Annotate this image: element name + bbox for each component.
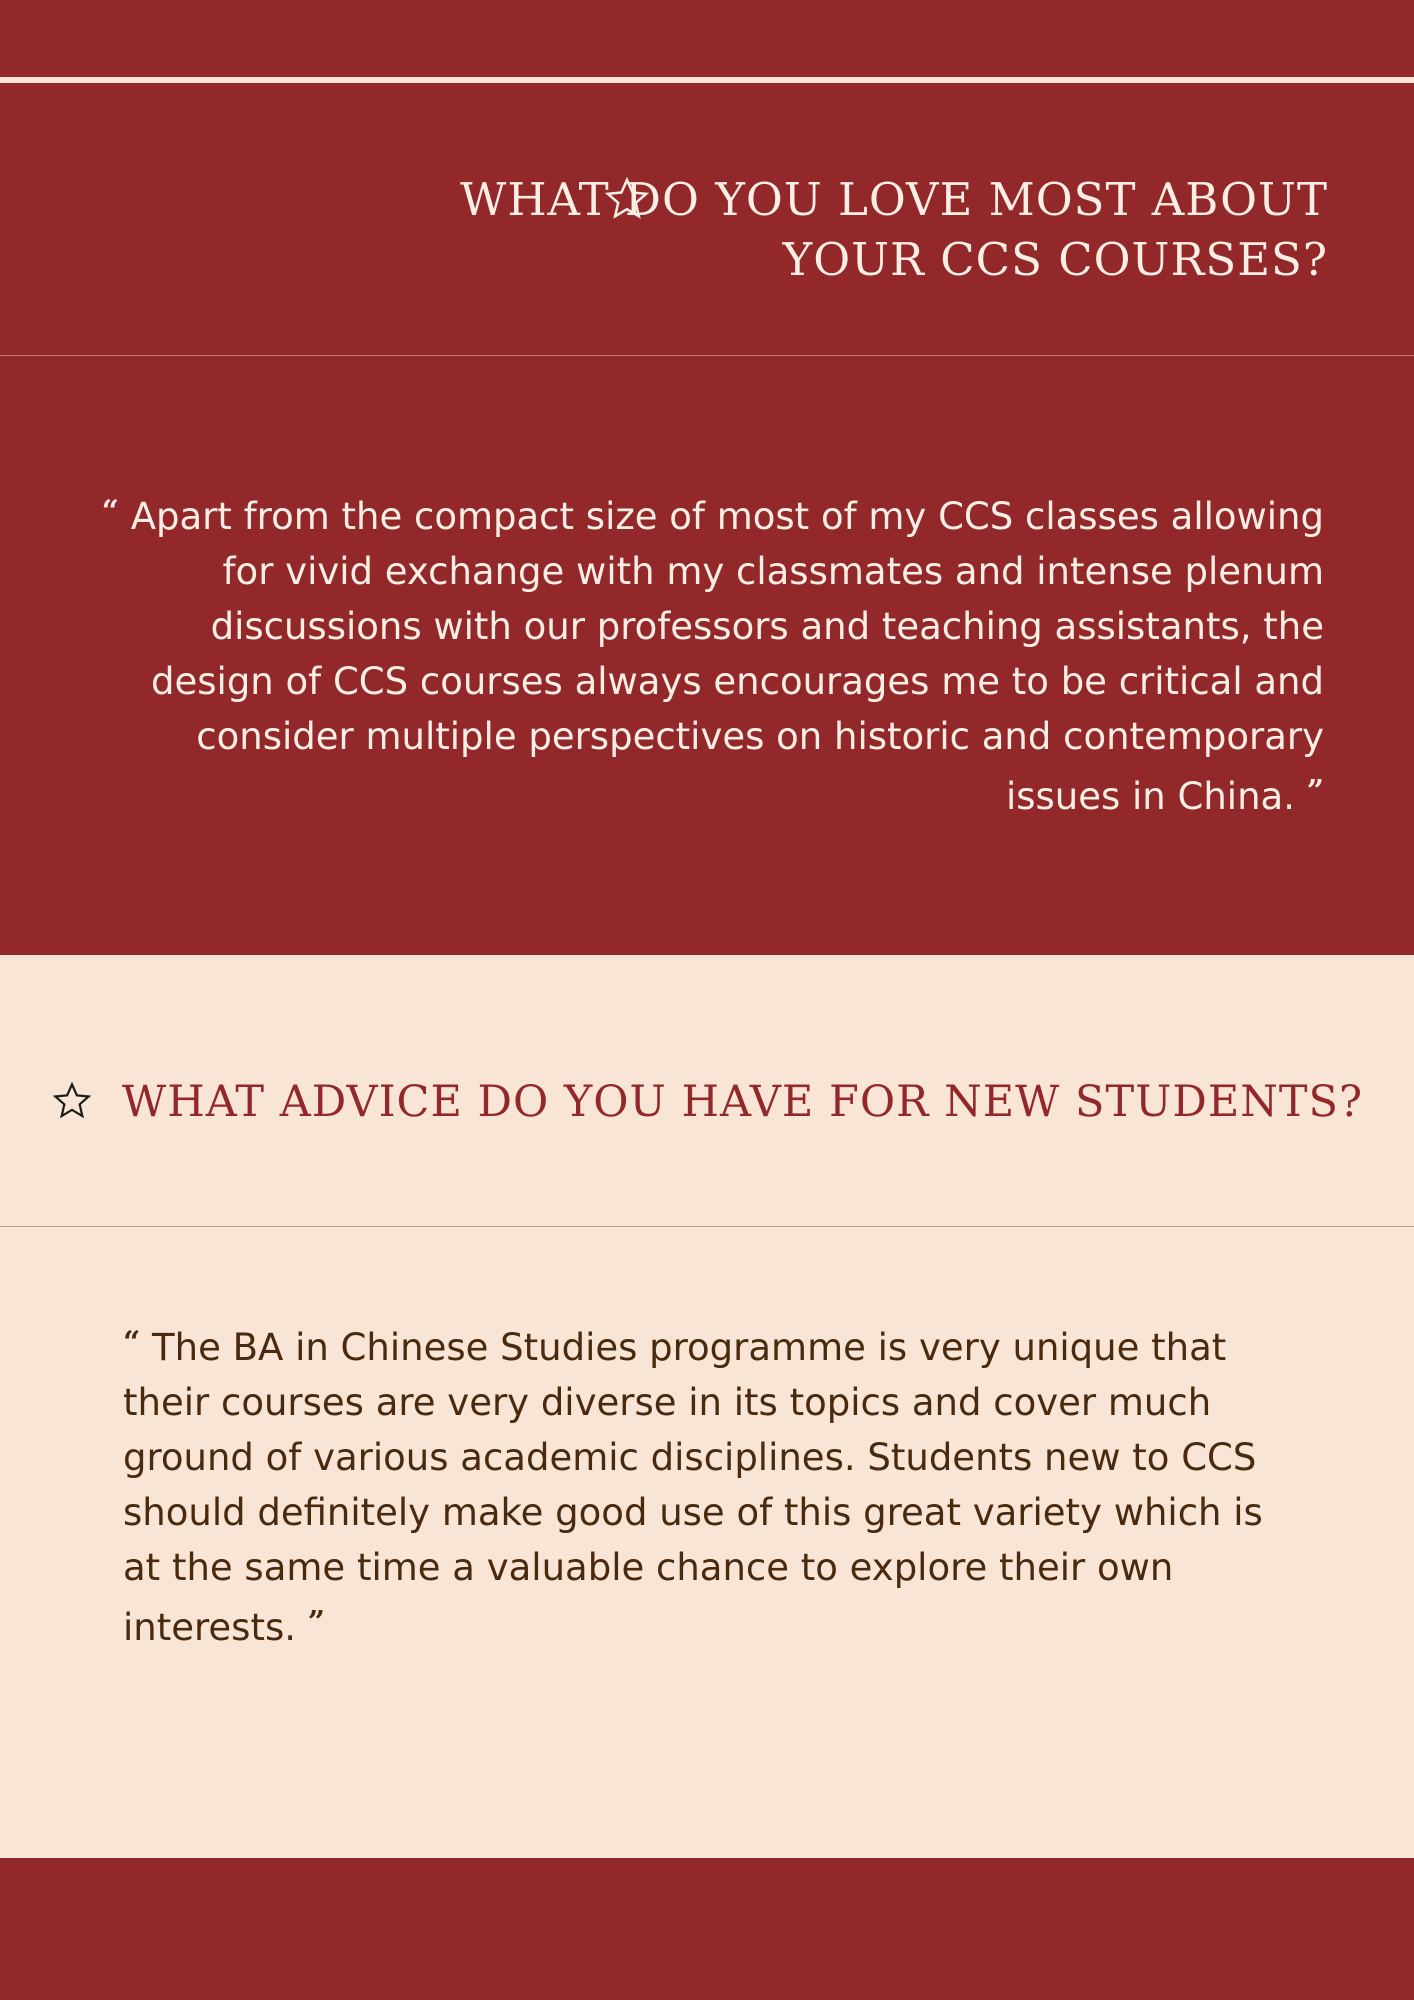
bottom-red-panel [0, 1858, 1414, 2000]
answer-quote-love-most [88, 484, 1324, 824]
open-quote-mark: “ [123, 1325, 141, 1360]
answer-quote-advice [123, 1315, 1273, 1655]
question-heading-love-most: WHAT DO YOU LOVE MOST ABOUT YOUR CCS COURSES? [460, 173, 1328, 286]
close-quote-mark: ” [307, 1605, 326, 1640]
answer-text: The BA in Chinese Studies programme is very unique that their courses are very diverse in its topics and cover much ground of various academic disciplines. Students new to CCS should definitely make good use of this great variety which is at the same time a valuable chance to explore their own interests. [123, 1326, 1263, 1649]
section1-divider [0, 355, 1414, 356]
close-quote-mark: ” [1306, 774, 1324, 809]
answer-text: Apart from the compact size of most of my CCS classes allowing for vivid exchange with my classmates and intense plenum discussions with our professors and teaching assistants, the design of CCS courses always encourages me to be critical and consider multiple perspectives on historic and contemporary issues in China. [130, 495, 1324, 818]
star-outline-icon [52, 1081, 92, 1121]
top-divider [0, 77, 1414, 83]
open-quote-mark: “ [101, 494, 119, 529]
question-heading-advice: WHAT ADVICE DO YOU HAVE FOR NEW STUDENTS? [122, 1077, 1364, 1127]
section2-divider [0, 1226, 1414, 1227]
